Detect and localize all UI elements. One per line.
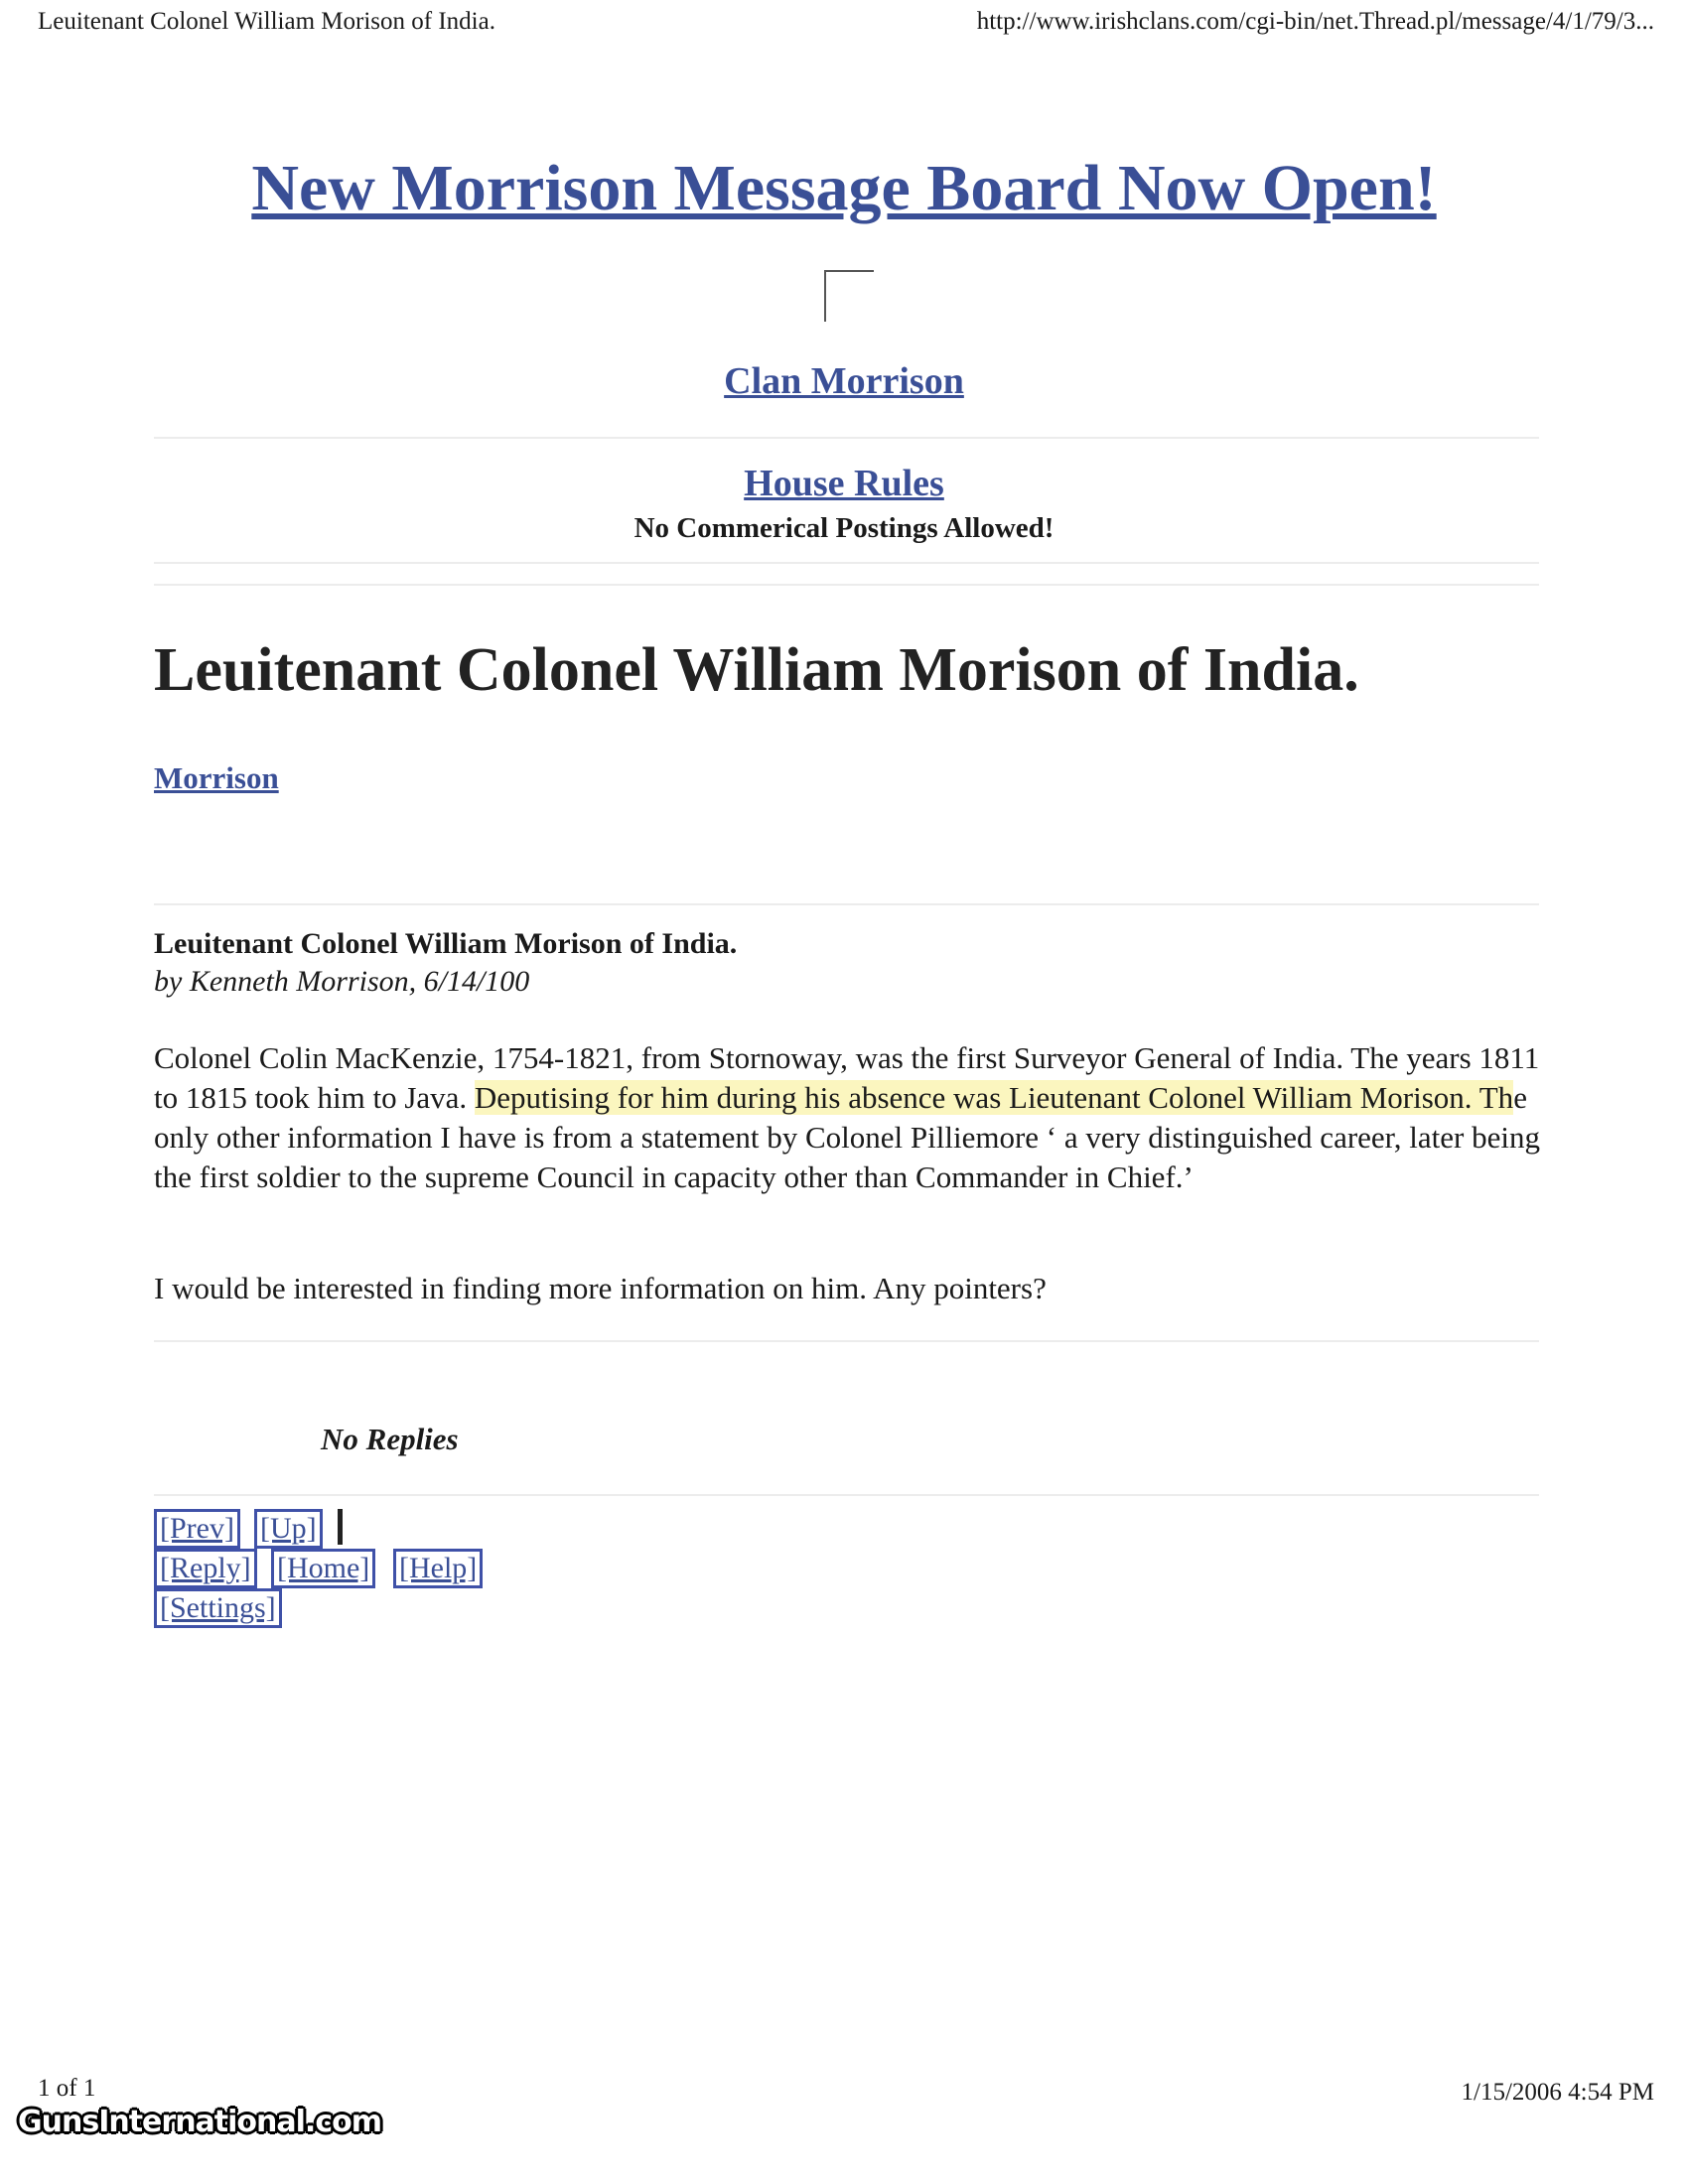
prev-button-label: [Prev] bbox=[160, 1512, 234, 1545]
clan-morrison-link[interactable]: Clan Morrison bbox=[724, 360, 964, 402]
divider bbox=[154, 584, 1539, 586]
prev-button[interactable] bbox=[154, 1509, 240, 1549]
breadcrumb-morrison-link[interactable]: Morrison bbox=[154, 760, 279, 795]
post-title: Leuitenant Colonel William Morison of India. bbox=[154, 927, 738, 960]
post-body-text: Colonel Colin MacKenzie, 1754-1821, from Stornoway, was the first Surveyor General of India. The years 1811 to 1815 took him to Java. bbox=[154, 1040, 1540, 1115]
up-button-label: [Up] bbox=[260, 1512, 317, 1545]
settings-button-label: [Settings] bbox=[160, 1591, 276, 1624]
home-button[interactable] bbox=[271, 1549, 375, 1588]
divider bbox=[154, 1494, 1539, 1496]
post-body-text: e only other information I have is from a statement by Colonel Pilliemore ‘ a very distinguished career, later being the first soldier to the supreme Council in capacity other than Commander in Chief.’ bbox=[154, 1080, 1540, 1194]
reply-button-label: [Reply] bbox=[160, 1552, 251, 1584]
page-count: 1 of 1 bbox=[38, 2075, 96, 2102]
house-rules-link[interactable]: House Rules bbox=[744, 463, 944, 504]
post-byline: by Kenneth Morrison, 6/14/100 bbox=[154, 965, 530, 998]
page-title: Leuitenant Colonel William Morison of India. bbox=[154, 636, 1359, 704]
divider bbox=[154, 562, 1539, 564]
reply-button[interactable] bbox=[154, 1549, 257, 1588]
commercial-notice: No Commerical Postings Allowed! bbox=[633, 512, 1055, 544]
divider bbox=[154, 437, 1539, 439]
post-body-paragraph bbox=[154, 1038, 1544, 1197]
print-header-title: Leuitenant Colonel William Morison of India. bbox=[38, 8, 495, 35]
home-button-label: [Home] bbox=[277, 1552, 370, 1584]
message-board-banner-link[interactable]: New Morrison Message Board Now Open! bbox=[251, 152, 1437, 224]
print-header-url: http://www.irishclans.com/cgi-bin/net.Thread.pl/message/4/1/79/3... bbox=[976, 8, 1654, 35]
watermark-logo: GunsInternational.com bbox=[18, 2105, 381, 2139]
divider bbox=[154, 903, 1539, 905]
help-button[interactable] bbox=[393, 1549, 483, 1588]
print-datetime: 1/15/2006 4:54 PM bbox=[1461, 2079, 1654, 2106]
broken-image-icon bbox=[824, 270, 874, 322]
up-button[interactable] bbox=[254, 1509, 323, 1549]
divider bbox=[154, 1340, 1539, 1342]
help-button-label: [Help] bbox=[399, 1552, 478, 1584]
post-question: I would be interested in finding more information on him. Any pointers? bbox=[154, 1271, 1047, 1305]
text-cursor bbox=[338, 1509, 343, 1545]
no-replies-label: No Replies bbox=[321, 1422, 459, 1456]
settings-button[interactable] bbox=[154, 1588, 282, 1628]
post-body-highlight: Deputising for him during his absence was Lieutenant Colonel William Morison. Th bbox=[474, 1080, 1514, 1115]
